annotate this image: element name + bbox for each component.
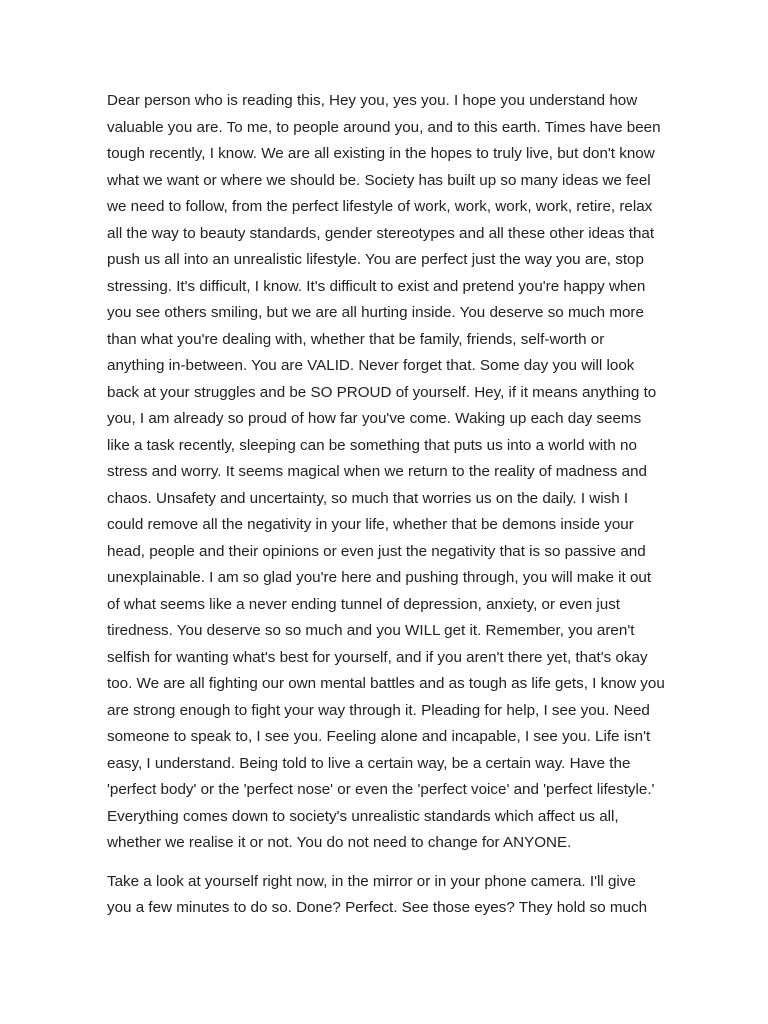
text-line: Take a look at yourself right now, in the mirror or in your phone camera. I'll give: [107, 872, 636, 890]
text-line: all the way to beauty standards, gender stereotypes and all these other ideas that: [107, 224, 655, 242]
text-line: you see others smiling, but we are all hurting inside. You deserve so much more: [107, 304, 644, 321]
text-line: are strong enough to fight your way through it. Pleading for help, I see you. Need: [107, 701, 650, 719]
text-line: of what seems like a never ending tunnel of depression, anxiety, or even just: [107, 595, 621, 613]
text-line: unexplainable. I am so glad you're here and pushing through, you will make it out: [107, 569, 652, 586]
text-line: we need to follow, from the perfect lifestyle of work, work, work, work, retire, relax: [107, 198, 653, 215]
text-line: you a few minutes to do so. Done? Perfect. See those eyes? They hold so much: [107, 899, 648, 916]
text-line: chaos. Unsafety and uncertainty, so much that worries us on the daily. I wish I: [107, 489, 629, 507]
text-line: stressing. It's difficult, I know. It's difficult to exist and pretend you're happy when: [107, 277, 646, 295]
text-line: selfish for wanting what's best for yourself, and if you aren't there yet, that's okay: [107, 648, 648, 666]
text-line: tiredness. You deserve so so much and you WILL get it. Remember, you aren't: [107, 622, 635, 639]
text-line: anything in-between. You are VALID. Never forget that. Some day you will look: [107, 357, 635, 374]
text-line: Dear person who is reading this, Hey you, yes you. I hope you understand how: [107, 92, 638, 109]
text-line: tough recently, I know. We are all existing in the hopes to truly live, but don't know: [107, 145, 655, 162]
text-line: Everything comes down to society's unrealistic standards which affect us all,: [107, 807, 619, 825]
text-line: easy, I understand. Being told to live a certain way, be a certain way. Have the: [107, 754, 631, 772]
letter-body: [107, 88, 687, 922]
text-line: than what you're dealing with, whether that be family, friends, self-worth or: [107, 330, 605, 348]
paragraph-1: [107, 88, 687, 857]
text-line: head, people and their opinions or even just the negativity that is so passive and: [107, 542, 646, 560]
text-line: back at your struggles and be SO PROUD of yourself. Hey, if it means anything to: [107, 383, 657, 401]
text-line: too. We are all fighting our own mental battles and as tough as life gets, I know you: [107, 675, 665, 692]
text-line: what we want or where we should be. Society has built up so many ideas we feel: [107, 171, 651, 189]
paragraph-2: [107, 869, 687, 922]
text-line: 'perfect body' or the 'perfect nose' or even the 'perfect voice' and 'perfect lifestyle.': [107, 781, 655, 798]
text-line: whether we realise it or not. You do not need to change for ANYONE.: [107, 834, 572, 851]
text-line: you, I am already so proud of how far you've come. Waking up each day seems: [107, 410, 642, 427]
text-line: push us all into an unrealistic lifestyle. You are perfect just the way you are, stop: [107, 251, 644, 268]
text-line: valuable you are. To me, to people around you, and to this earth. Times have been: [107, 118, 661, 136]
text-line: someone to speak to, I see you. Feeling alone and incapable, I see you. Life isn't: [107, 728, 651, 745]
text-line: could remove all the negativity in your life, whether that be demons inside your: [107, 516, 634, 533]
text-line: stress and worry. It seems magical when we return to the reality of madness and: [107, 463, 647, 480]
text-line: like a task recently, sleeping can be something that puts us into a world with no: [107, 436, 637, 454]
